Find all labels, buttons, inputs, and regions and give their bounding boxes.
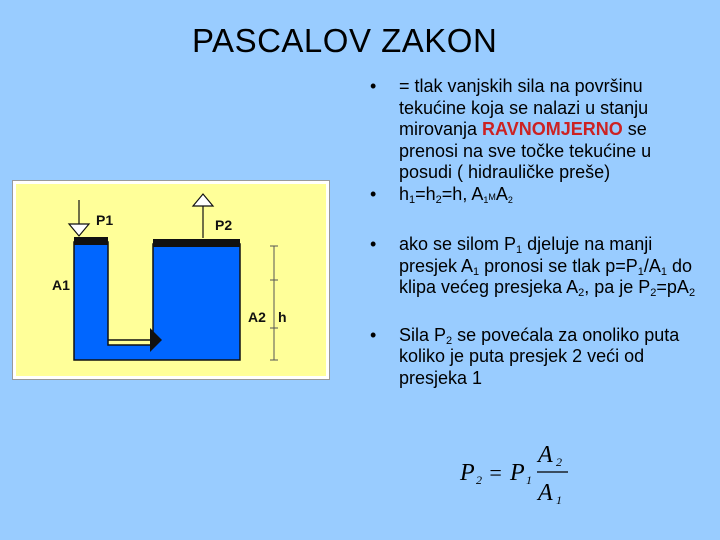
page-title: PASCALOV ZAKON xyxy=(192,22,498,59)
label-p2: P2 xyxy=(215,217,233,233)
svg-text:A: A xyxy=(538,442,553,468)
label-a1: A1 xyxy=(52,277,70,293)
large-piston xyxy=(153,239,240,247)
svg-text:=: = xyxy=(488,460,503,485)
svg-text:1: 1 xyxy=(526,473,532,487)
bullet-equal-heights: • $h_1=h_2=h$, $A_1MA_2$ xyxy=(370,183,513,206)
bullet-definition: • = tlak vanjskih sila na površinu tekućine koja se nalazi u stanju mirovanja RAVNOMJERNO se prenosi na sve točke tekućine u posudi ( hidrauličke preše) xyxy=(370,76,652,182)
bullet-force-increase: • Sila $P_2$ se povećala za onoliko puta koliko je puta presjek 2 veći od presjeka 1 xyxy=(370,324,680,388)
bullet-dot: • xyxy=(370,324,377,345)
small-piston xyxy=(74,237,108,245)
hydraulic-press-diagram xyxy=(12,180,330,380)
bullet-list xyxy=(370,76,700,389)
highlight-text: RAVNOMJERNO xyxy=(482,119,623,139)
svg-text:2: 2 xyxy=(476,473,482,487)
label-p1: P1 xyxy=(96,212,114,228)
label-h: h xyxy=(278,309,287,325)
label-a2: A2 xyxy=(248,309,266,325)
bullet-dot: • xyxy=(370,183,377,204)
bullet-pressure-transfer: • ako se silom $P_1$ djeluje na manji presjek $A_1$ pronosi se tlak $p=P_1/A_1$ do klipa većeg presjeka $A_2$, pa je $P_2=pA_2$ xyxy=(370,234,696,299)
svg-text:2: 2 xyxy=(556,455,562,469)
svg-text:P: P xyxy=(510,460,525,486)
svg-text:A: A xyxy=(538,480,553,506)
svg-text:P: P xyxy=(460,460,475,486)
pascal-formula xyxy=(458,440,618,510)
svg-text:1: 1 xyxy=(556,493,562,507)
bullet-dot: • xyxy=(370,76,377,96)
bullet-dot: • xyxy=(370,234,377,254)
